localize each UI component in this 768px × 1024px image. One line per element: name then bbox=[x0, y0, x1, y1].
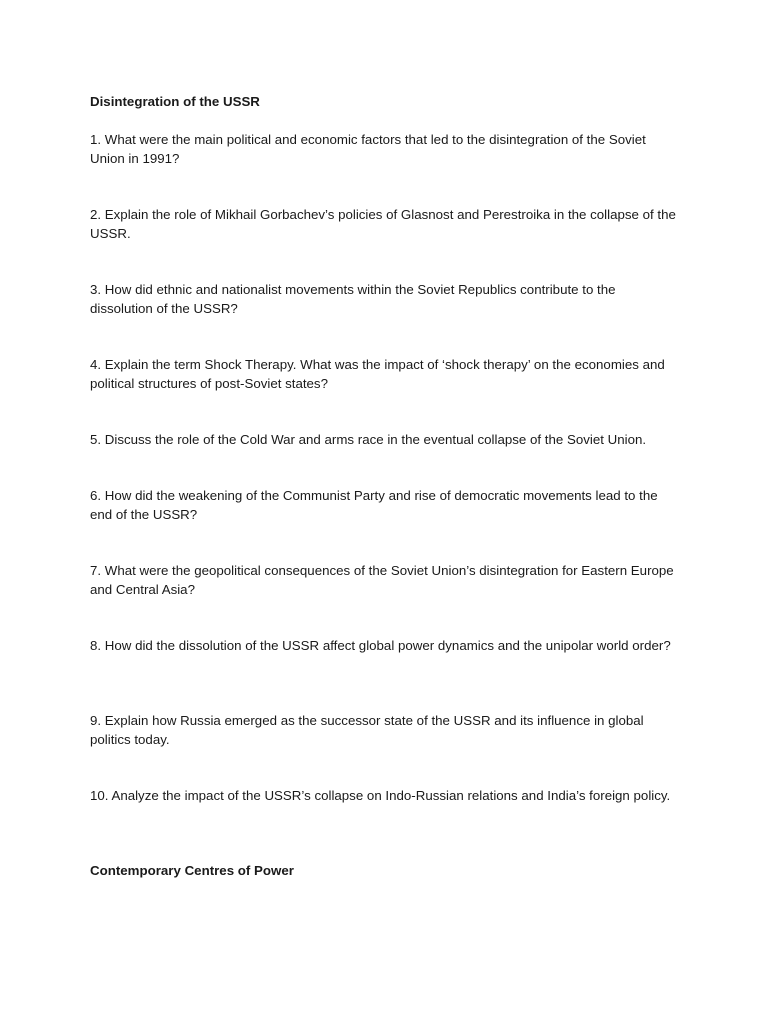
question-5: 5. Discuss the role of the Cold War and arms race in the eventual collapse of the Soviet Union. bbox=[90, 432, 647, 447]
question-9: 9. Explain how Russia emerged as the successor state of the USSR and its influence in global politics today. bbox=[90, 713, 644, 747]
question-6: 6. How did the weakening of the Communist Party and rise of democratic movements lead to the end of the USSR? bbox=[90, 488, 658, 522]
question-2: 2. Explain the role of Mikhail Gorbachev’s policies of Glasnost and Perestroika in the collapse of the USSR. bbox=[90, 207, 676, 241]
question-3: 3. How did ethnic and nationalist movements within the Soviet Republics contribute to the dissolution of the USSR? bbox=[90, 282, 616, 316]
question-1: 1. What were the main political and economic factors that led to the disintegration of the Soviet Union in 1991? bbox=[90, 132, 646, 166]
question-10: 10. Analyze the impact of the USSR’s collapse on Indo-Russian relations and India’s foreign policy. bbox=[90, 788, 671, 803]
question-4: 4. Explain the term Shock Therapy. What was the impact of ‘shock therapy’ on the economies and political structures of post-Soviet states? bbox=[90, 357, 665, 391]
question-7: 7. What were the geopolitical consequences of the Soviet Union’s disintegration for Eastern Europe and Central Asia? bbox=[90, 563, 674, 597]
section-title-contemporary-centres: Contemporary Centres of Power bbox=[90, 863, 294, 878]
section-title-disintegration: Disintegration of the USSR bbox=[90, 94, 260, 109]
question-8: 8. How did the dissolution of the USSR affect global power dynamics and the unipolar world order? bbox=[90, 638, 671, 653]
